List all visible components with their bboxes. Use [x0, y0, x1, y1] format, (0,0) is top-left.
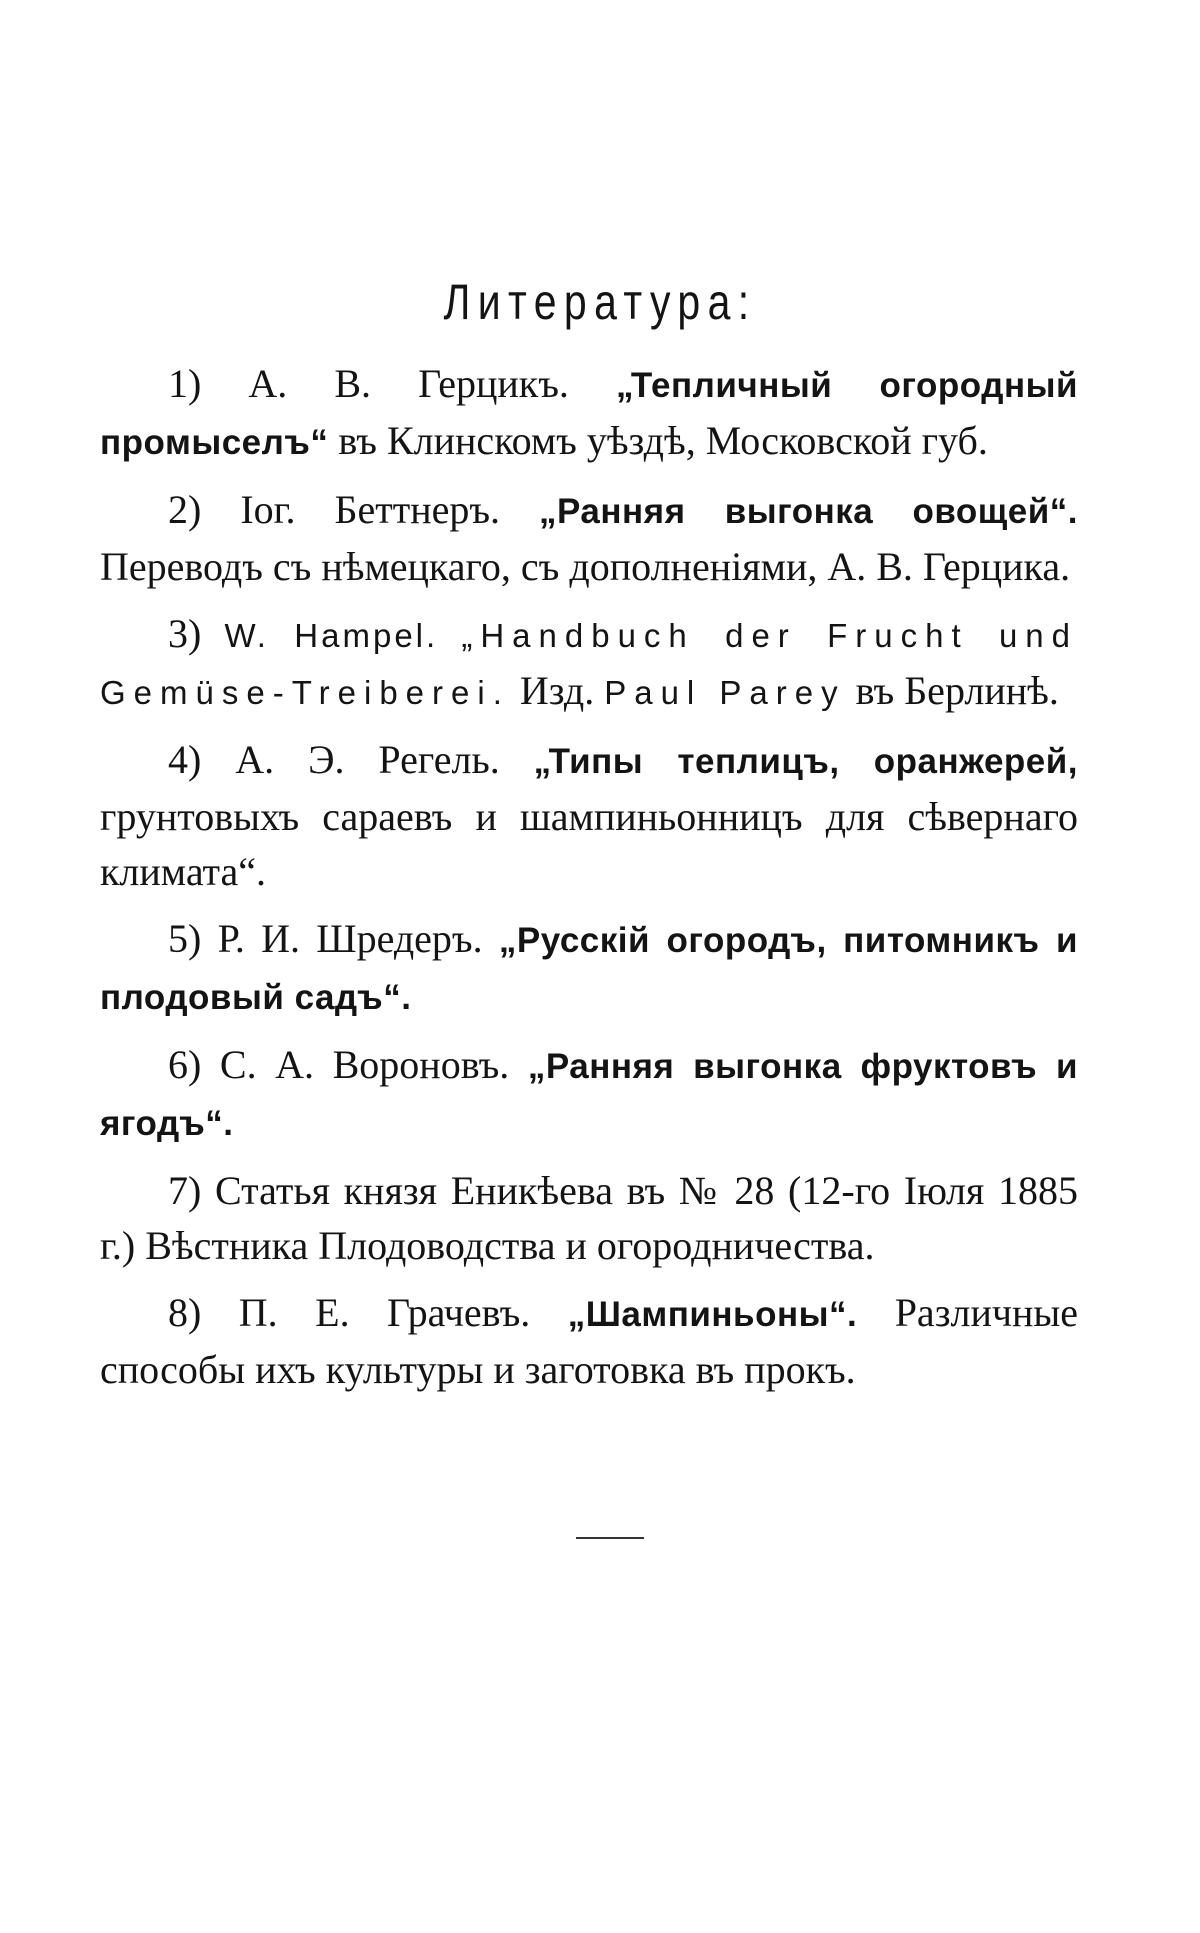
entry-number: 6) — [168, 1042, 202, 1087]
closing-rule — [576, 1537, 644, 1539]
entry-author: Іог. Беттнеръ. — [240, 487, 501, 532]
entry-number: 7) — [168, 1168, 202, 1213]
bibliography-list — [100, 356, 1078, 1409]
bibliography-entry-7 — [100, 1163, 1078, 1273]
entry-author: П. Е. Грачевъ. — [238, 1290, 531, 1335]
entry-title: „Handbuch der Frucht und Gemüse-Treiberei. — [100, 617, 1079, 711]
entry-details: Статья князя Еникѣева въ № 28 (12-го Іюля 1885 г.) Вѣстника Плодоводства и огородничества. — [100, 1168, 1078, 1268]
entry-number: 2) — [168, 487, 202, 532]
entry-details: Различные способы ихъ культуры и заготовка въ прокъ. — [100, 1290, 1079, 1392]
entry-author: W. Hampel. — [224, 617, 439, 654]
entry-title: „Ранняя выгонка фруктовъ и ягодъ“. — [100, 1047, 1079, 1143]
bibliography-entry-3 — [100, 606, 1078, 720]
entry-title: „Русскій огородъ, питомникъ и плодовый садъ“. — [100, 921, 1078, 1017]
entry-title: „Ранняя выгонка овощей“. — [539, 492, 1078, 531]
bibliography-entry-2 — [100, 482, 1078, 594]
entry-title: „Типы теплицъ, оранжерей, — [533, 742, 1079, 781]
entry-publisher-label: Изд. — [519, 668, 595, 713]
bibliography-entry-1 — [100, 356, 1078, 470]
bibliography-entry-5 — [100, 911, 1078, 1025]
entry-details: грунтовыхъ сараевъ и шампиньонницъ для сѣвернаго климата“. — [100, 794, 1078, 894]
bibliography-entry-6 — [100, 1037, 1078, 1151]
entry-title: „Шампиньоны“. — [567, 1295, 858, 1334]
entry-author: А. В. Герцикъ. — [248, 361, 569, 406]
entry-title: „Тепличный огородный промыселъ“ — [100, 366, 1078, 462]
entry-details: въ Берлинѣ. — [855, 668, 1059, 713]
entry-number: 8) — [168, 1290, 202, 1335]
section-heading: Литература: — [443, 274, 757, 330]
entry-details: въ Клинскомъ уѣздѣ, Московской губ. — [338, 418, 988, 463]
entry-publisher: Paul Parey — [604, 674, 846, 711]
entry-author: Р. И. Шредеръ. — [217, 916, 483, 961]
entry-author: А. Э. Регель. — [235, 737, 500, 782]
bibliography-entry-8 — [100, 1285, 1078, 1397]
entry-number: 4) — [168, 737, 202, 782]
entry-details: Переводъ съ нѣмецкаго, съ дополненіями, А. В. Герцика. — [100, 544, 1071, 589]
entry-number: 3) — [168, 611, 202, 656]
bibliography-entry-4 — [100, 732, 1078, 899]
entry-number: 1) — [168, 361, 202, 406]
entry-number: 5) — [168, 916, 202, 961]
entry-author: С. А. Вороновъ. — [219, 1042, 510, 1087]
